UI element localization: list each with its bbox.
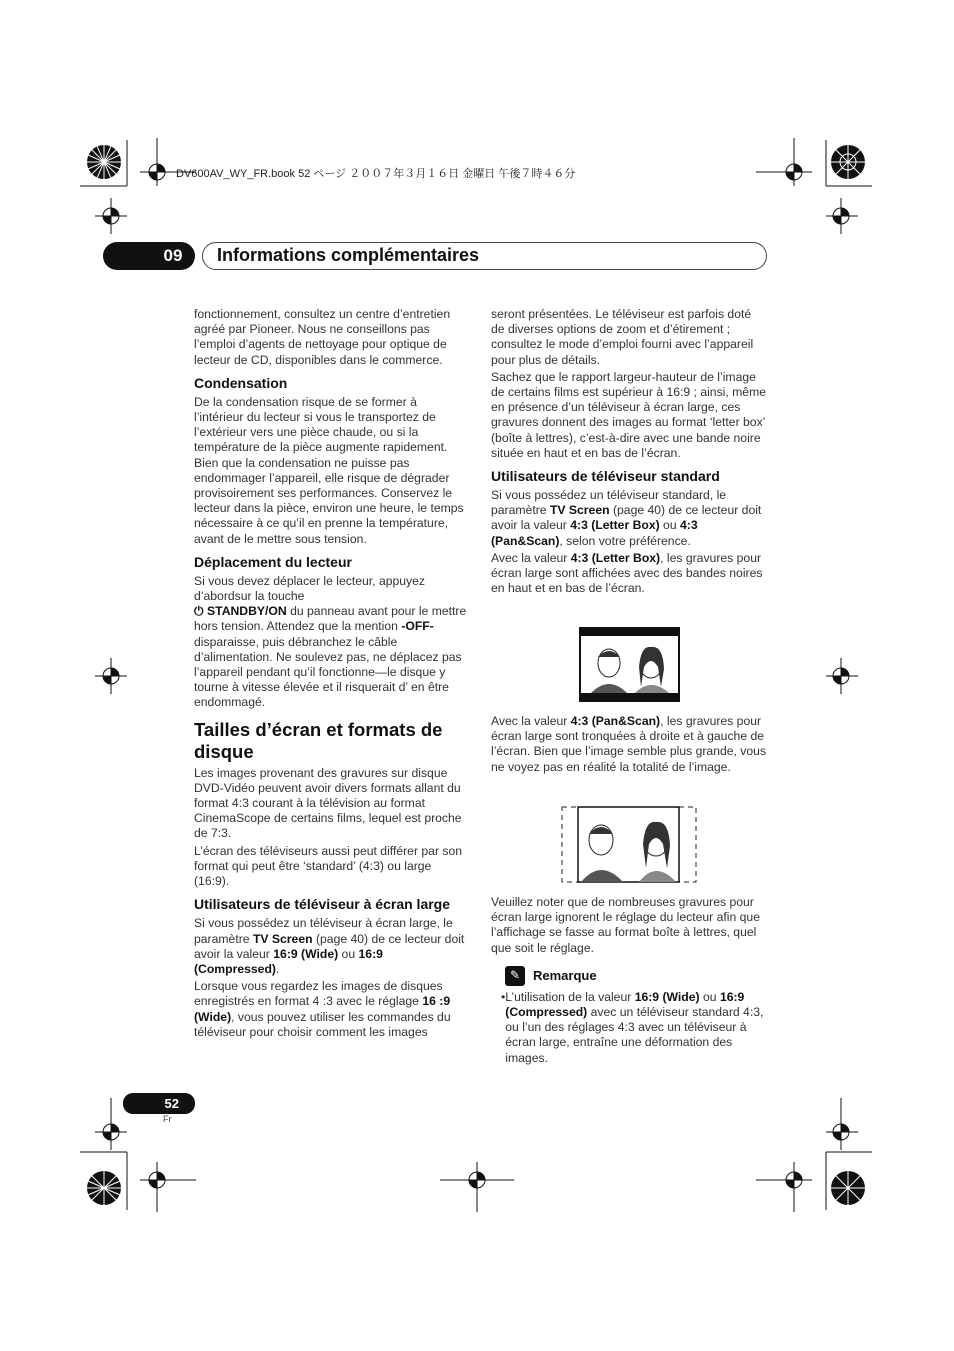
paragraph-tailles-1: Les images provenant des gravures sur disque DVD-Vidéo peuvent avoir divers formats allant du format 4:3 courant à la télévision au format CinemaScope de certains films, lequel est proche de 7:3.	[194, 765, 462, 841]
print-file-info: DV600AV_WY_FR.book 52 ページ ２００７年３月１６日 金曜日 午後７時４６分	[176, 168, 576, 180]
right-column-bottom	[491, 895, 767, 1066]
heading-tailles: Tailles d’écran et formats de disque	[194, 718, 443, 762]
chapter-title: Informations complémentaires	[202, 242, 767, 270]
heading-standard: Utilisateurs de téléviseur standard	[491, 468, 720, 485]
right-column-top	[491, 307, 767, 598]
chapter-number-badge: 09	[103, 242, 195, 270]
paragraph-ratio: Sachez que le rapport largeur-hauteur de l’image de certains films est supérieur à 16:9 ; ainsi, même en présence d’un téléviseur à écran large, ces gravures donnent des images au format ‘letter box’ (boîte à lettres), c’est-à-dire avec une bande noire située en haut et en bas de l’écran.	[491, 369, 767, 460]
note-bullet: • L’utilisation de la valeur 16:9 (Wide) ou 16:9 (Compressed) avec un téléviseur standard 4:3, ou l’un des réglages 4:3 avec un téléviseur à écran large, entraîne une déformation des images.	[501, 989, 764, 1065]
language-code: Fr	[163, 1114, 172, 1124]
paragraph-condensation: De la condensation risque de se former à l’intérieur du lecteur si vous le transportez de l’extérieur vers une pièce chaude, ou si la température de la pièce augmente rapidement. Bien que la condensation ne puisse pas endommager l’appareil, elle risque de dégrader provisoirement ses performances. Conservez le lecteur dans la pièce, environ une heure, le temps nécessaire à ce qu’il en prenne la température, avant de le mettre sous tension.	[194, 394, 464, 546]
heading-ecran-large: Utilisateurs de téléviseur à écran large	[194, 896, 451, 913]
paragraph-standard: Si vous possédez un téléviseur standard, le paramètre TV Screen (page 40) de ce lecteur doit avoir la valeur 4:3 (Letter Box) ou 4:3 (Pan&Scan), selon votre préférence.	[491, 488, 762, 548]
paragraph-letterbox: Avec la valeur 4:3 (Letter Box), les gravures pour écran large sont affichées avec des bandes noires en haut et en bas de l’écran.	[491, 550, 763, 596]
paragraph-large-2: Lorsque vous regardez les images de disques enregistrés en format 4 :3 avec le réglage 16 :9 (Wide), vous pouvez utiliser les commandes du téléviseur pour choisir comment les images	[194, 979, 451, 1039]
page-number-badge: 52	[123, 1093, 195, 1114]
paragraph-continued: seront présentées. Le téléviseur est parfois doté de diverses options de zoom et d’étirement ; consultez le mode d’emploi fourni avec l’appareil pour plus de détails.	[491, 307, 754, 367]
paragraph-large-1: Si vous possédez un téléviseur à écran large, le paramètre TV Screen (page 40) de ce lecteur doit avoir la valeur 16:9 (Wide) ou 16:9 (Compressed).	[194, 916, 465, 976]
paragraph-tailles-2: L’écran des téléviseurs aussi peut différer par son format qui peut être ‘standard’ (4:3) ou large (16:9).	[194, 843, 463, 889]
paragraph-deplacement: Si vous devez déplacer le lecteur, appuyez d’abordsur la touche ⏻ STANDBY/ON du panneau avant pour le mettre hors tension. Attendez que la mention -OFF- disparaisse, puis débranchez le câble d’alimentation. Ne soulevez pas, ne déplacez pas l’appareil pendant qu’il fonctionne—le disque y tourne à vitesse élevée et il risquerait d’ en être endommagé.	[194, 573, 467, 710]
left-column	[194, 307, 469, 1042]
pencil-icon: ✎	[505, 966, 525, 986]
standby-icon: ⏻	[194, 604, 204, 619]
paragraph-panscan: Avec la valeur 4:3 (Pan&Scan), les gravures pour écran large sont tronquées à droite et à gauche de l’écran. Bien que l’image semble plus grande, vous ne voyez pas en réalité la totalité de l’image.	[491, 714, 767, 774]
heading-deplacement: Déplacement du lecteur	[194, 553, 352, 570]
paragraph-note-intro: Veuillez noter que de nombreuses gravures pour écran large ignorent le réglage du lecteur afin que l’affichage se fasse au format boîte à lettres, quel que soit le réglage.	[491, 895, 760, 955]
letterbox-illustration	[579, 627, 680, 707]
paragraph-intro: fonctionnement, consultez un centre d’entretien agréé par Pioneer. Nous ne conseillons pas l’emploi d’agents de nettoyage pour optique de lecteur de CD, disponibles dans le commerce.	[194, 307, 451, 367]
heading-condensation: Condensation	[194, 374, 288, 391]
right-column-panscan	[491, 714, 767, 777]
panscan-illustration	[561, 806, 697, 888]
note-header: ✎ Remarque	[505, 966, 767, 986]
